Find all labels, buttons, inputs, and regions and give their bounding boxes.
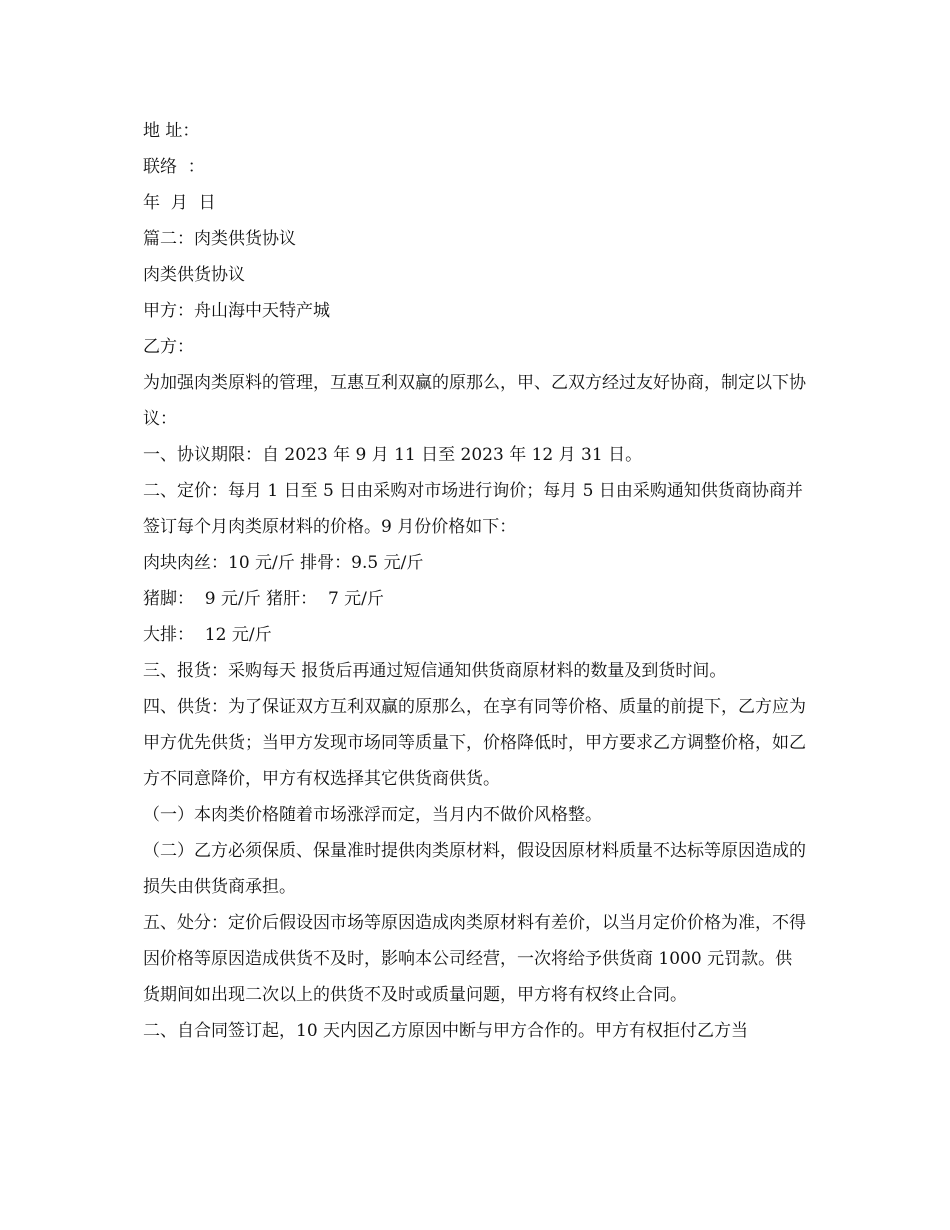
intro-paragraph: 为加强肉类原料的管理，互惠互利双赢的原那么，甲、乙双方经过友好协商，制定以下协议： [143, 373, 806, 429]
supply-clause: 四、供货：为了保证双方互利双赢的原那么，在享有同等价格、质量的前提下，乙方应为甲方优先供货；当甲方发现市场同等质量下，价格降低时，甲方要求乙方调整价格，如乙方不同意降价，甲方有权选择其它供货商供货。 [143, 697, 806, 789]
price-line: 大排： 12 元/斤 [143, 625, 272, 645]
document-body [143, 113, 808, 1049]
term-clause: 一、协议期限：自 2023 年 9 月 11 日至 2023 年 12 月 31 日。 [143, 445, 643, 465]
pricing-clause: 二、定价：每月 1 日至 5 日由采购对市场进行询价；每月 5 日由采购通知供货商协商并签订每个月肉类原材料的价格。9 月份价格如下： [143, 481, 803, 537]
price-line: 肉块肉丝：10 元/斤 排骨：9.5 元/斤 [143, 553, 424, 573]
penalty-clause: 五、处分：定价后假设因市场等原因造成肉类原材料有差价，以当月定价价格为准，不得因价格等原因造成供货不及时，影响本公司经营，一次将给予供货商 1000 元罚款。供货期间如出现二次以上的供货不及时或质量问题，甲方将有权终止合同。 [143, 913, 806, 1005]
address-line: 地 址： [143, 121, 200, 141]
termination-clause: 二、自合同签订起，10 天内因乙方原因中断与甲方合作的。甲方有权拒付乙方当 [143, 1021, 749, 1041]
section-heading: 篇二：肉类供货协议 [143, 229, 296, 249]
party-b-line: 乙方： [143, 337, 194, 357]
supply-subclause-2: （二）乙方必须保质、保量准时提供肉类原材料，假设因原材料质量不达标等原因造成的损失由供货商承担。 [143, 841, 806, 897]
supply-subclause-1: （一）本肉类价格随着市场涨浮而定，当月内不做价风格整。 [143, 805, 602, 825]
date-line: 年 月 日 [143, 193, 216, 213]
agreement-title: 肉类供货协议 [143, 265, 245, 285]
ordering-clause: 三、报货：采购每天 报货后再通过短信通知供货商原材料的数量及到货时间。 [143, 661, 727, 681]
party-a-line: 甲方：舟山海中天特产城 [143, 301, 330, 321]
price-line: 猪脚： 9 元/斤 猪肝： 7 元/斤 [143, 589, 384, 609]
contact-line: 联络 ： [143, 157, 205, 177]
